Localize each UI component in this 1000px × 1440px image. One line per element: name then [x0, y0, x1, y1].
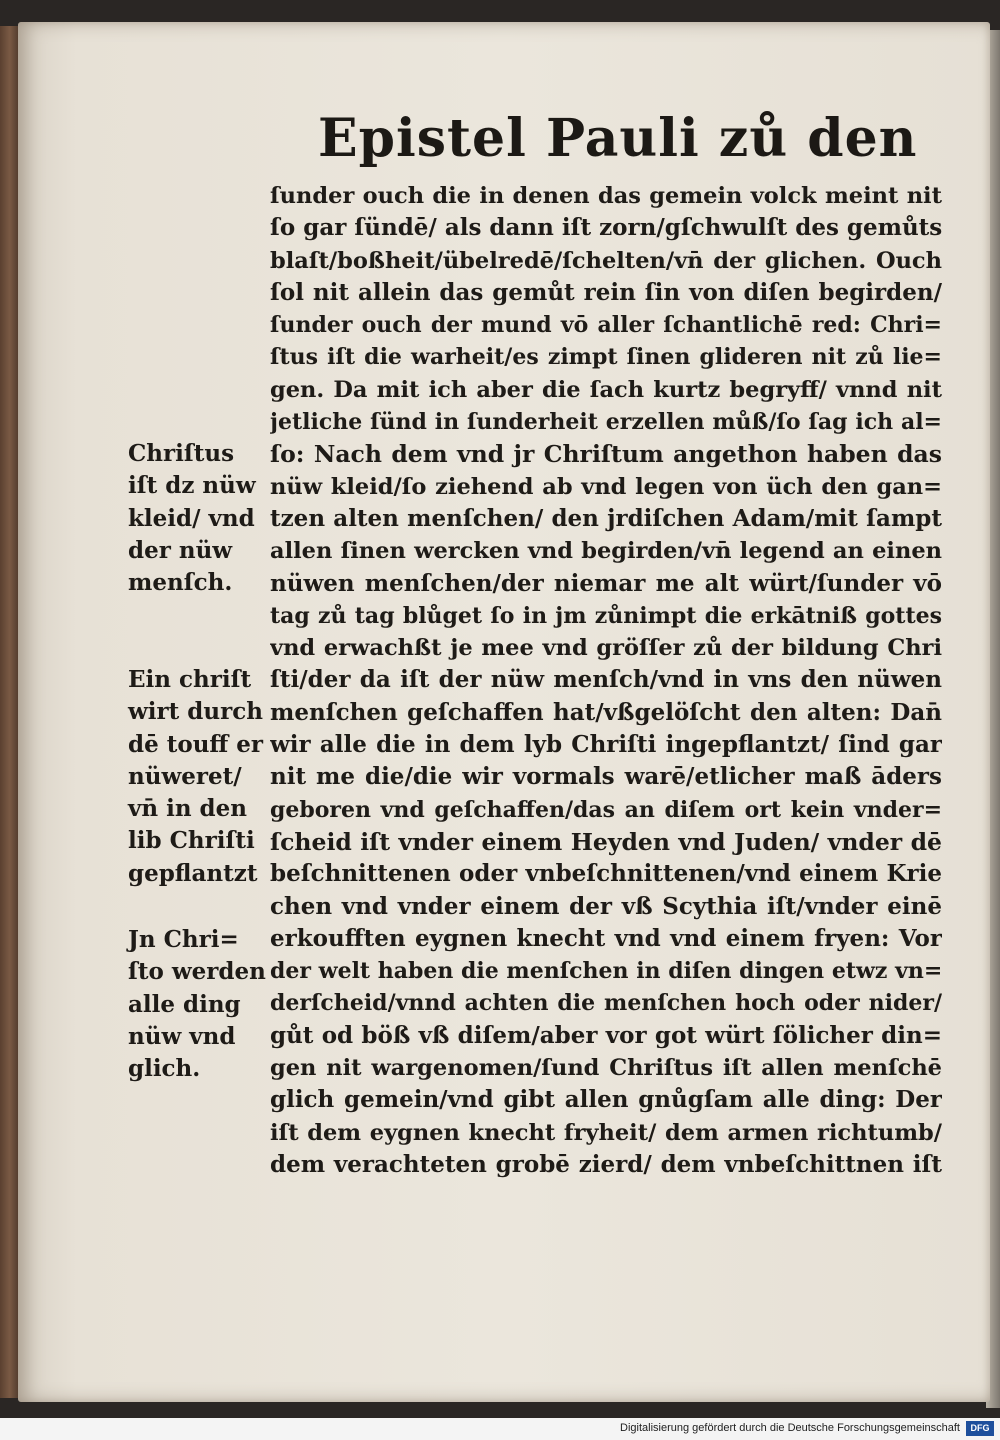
text-line: vnd erwachßt je mee vnd gröſſer zů der bildung Chri: [270, 635, 942, 662]
gloss-line: Jn Chri=: [128, 926, 239, 953]
text-line: ſunder ouch der mund vō aller ſchantlichē red: Chri=: [270, 312, 942, 339]
gloss-line: Chriſtus: [128, 440, 235, 467]
text-line: menſchen geſchaffen hat/vßgelöſcht den alten: Dan̄: [270, 698, 942, 726]
text-line: erkoufften eygnen knecht vnd vnd einem fryen: Vor: [270, 924, 942, 952]
text-line: beſchnittenen oder vnbeſchnittenen/vnd einem Krie: [270, 860, 942, 888]
gloss-line: der nüw: [128, 536, 233, 564]
text-line: nit me die/die wir vormals warē/etlicher maß āders: [270, 763, 942, 791]
gloss-line: wirt durch: [128, 698, 263, 726]
gloss-line: kleid/ vnd: [128, 504, 255, 532]
margin-gloss-2: [128, 664, 278, 890]
text-line: ſo gar ſündē/ als dann iſt zorn/gſchwulſt des gemůts: [270, 214, 942, 242]
text-line: wir alle die in dem lyb Chriſti ingepflantzt/ ſind gar: [270, 731, 942, 759]
gloss-line: iſt dz nüw: [128, 472, 256, 500]
text-line: nüwen menſchen/der niemar me alt würt/ſunder vō: [270, 569, 942, 597]
text-line: gen nit wargenomen/ſund Chriſtus iſt allen menſchē: [270, 1055, 942, 1082]
text-line: blaſt/boßheit/übelredē/ſchelten/vn̄ der glichen. Ouch: [270, 247, 942, 274]
main-text-block: [270, 180, 942, 1181]
text-line: tag zů tag blůget ſo in jm zůnimpt die erkātniß gottes: [270, 602, 942, 629]
margin-gloss-1: [128, 438, 278, 599]
page-heading: Epistel Pauli zů den: [318, 108, 918, 169]
text-line: derſcheid/vnnd achten die menſchen hoch oder nider/: [270, 990, 942, 1017]
text-line: der welt haben die menſchen in diſen dingen etwz vn=: [270, 958, 942, 985]
gloss-line: Ein chriſt: [128, 666, 252, 693]
text-line: nüw kleid/ſo ziehend ab vnd legen von üch den gan=: [270, 473, 942, 500]
text-line: gůt od böß vß diſem/aber vor got würt ſölicher din=: [270, 1021, 942, 1049]
dfg-logo: DFG: [966, 1421, 994, 1436]
gloss-line: nüweret/: [128, 762, 242, 790]
funding-note: Digitalisierung gefördert durch die Deutsche Forschungsgemeinschaft: [620, 1422, 960, 1434]
text-line: allen ſinen wercken vnd begirden/vn̄ legend an einen: [270, 538, 942, 565]
gloss-line: dē touff er: [128, 730, 264, 758]
text-line: tzen alten menſchen/ den jrdiſchen Adam/mit ſampt: [270, 504, 942, 532]
text-line: chen vnd vnder einem der vß Scythia iſt/vnder einē: [270, 892, 942, 920]
text-line: jetliche ſünd in ſunderheit erzellen můß/ſo ſag ich al=: [270, 409, 942, 436]
gloss-line: nüw vnd: [128, 1022, 236, 1050]
text-line: gen. Da mit ich aber die ſach kurtz begryff/ vnnd nit: [270, 376, 942, 403]
margin-gloss-3: [128, 924, 278, 1085]
text-line: ſtus iſt die warheit/es zimpt ſinen glideren nit zů lie=: [270, 344, 942, 371]
text-line: glich gemein/vnd gibt allen gnůgſam alle ding: Der: [270, 1086, 942, 1114]
gloss-line: lib Chriſti: [128, 827, 255, 855]
gloss-line: vn̄ in den: [128, 795, 247, 823]
gloss-line: gepflantzt: [128, 859, 258, 887]
gloss-line: menſch.: [128, 569, 233, 597]
text-line: ſo: Nach dem vnd jr Chriſtum angethon haben das: [270, 440, 942, 469]
text-line: ſti/der da iſt der nüw menſch/vnd in vns den nüwen: [270, 666, 942, 694]
gloss-line: alle ding: [128, 990, 241, 1018]
text-line: ſol nit allein das gemůt rein ſin von diſen begirden/: [270, 278, 942, 306]
footer-bar: [0, 1418, 1000, 1440]
gloss-line: glich.: [128, 1055, 201, 1083]
text-line: dem verachteten grobē zierd/ dem vnbeſchittnen iſt: [270, 1150, 942, 1178]
text-line: ſcheid iſt vnder einem Heyden vnd Juden/ vnder dē: [270, 827, 942, 856]
text-line: ſunder ouch die in denen das gemein volck meint nit: [270, 183, 942, 209]
text-line: iſt dem eygnen knecht fryheit/ dem armen richtumb/: [270, 1119, 942, 1146]
gloss-line: ſto werden: [128, 958, 266, 986]
text-line: geboren vnd geſchaffen/das an diſem ort kein vnder=: [270, 796, 942, 823]
